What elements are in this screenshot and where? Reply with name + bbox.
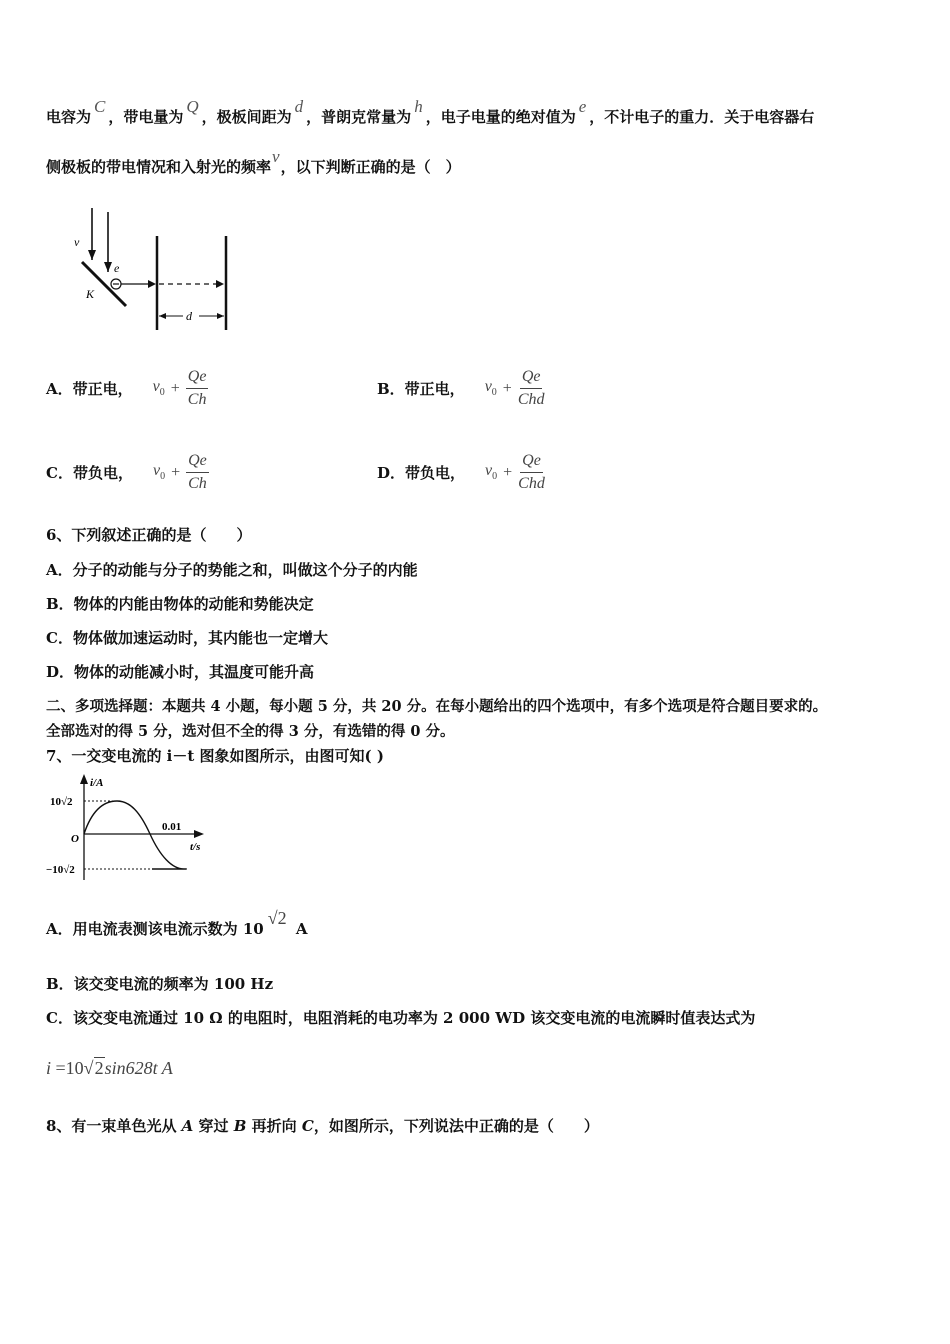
label-e: e [114,261,120,275]
q5-option-b-formula [485,366,545,411]
q5-text-6: ，不计电子的重力．关于电容器右 [589,108,815,126]
sine-curve-tail [150,834,158,869]
nu-zero: $\nu_0$ [152,378,165,399]
q7-formula [46,1058,173,1079]
tick-label: 0.01 [162,821,182,833]
q5-var-d: d [294,97,304,116]
q5-var-e: e [578,97,587,116]
q8-var-c: C [301,1117,314,1135]
trough-label: −10√2 [46,864,75,876]
q5-var-h: h [414,97,423,116]
y-axis-arrow [80,774,88,784]
label-d: d [186,309,192,323]
q5-text-4: ，普朗克常量为 [306,108,412,126]
nu-zero: $\nu_0$ [485,462,498,483]
q5-option-a[interactable] [46,366,208,411]
plus-sign: + [503,463,513,481]
plus-sign: + [171,463,181,481]
formula-radicand: 2 [94,1058,104,1078]
q6-stem: 6、下列叙述正确的是（ ） [46,526,252,544]
q7-option-a-post: A [290,920,308,938]
q6-option-b[interactable]: B．物体的内能由物体的动能和势能决定 [46,595,314,613]
light-ray-2-arrow [104,262,112,272]
q5-option-b[interactable] [377,366,545,411]
q5-capacitor-figure [44,200,254,340]
nu-zero: $\nu_0$ [152,462,166,483]
q7-option-a-sqrt: √2 [267,908,287,928]
q5-stem-line1 [46,97,815,127]
q5-text-2: ，带电量为 [108,108,184,126]
q5-option-d-label: D．带负电， [377,464,466,482]
q5-stem-line2 [46,147,461,177]
fraction: $\frac{Qe}{\text{Chd}}$ [518,452,545,492]
q5-var-q: Q [186,97,199,116]
q5-option-c[interactable] [46,450,209,495]
q5-option-d[interactable] [377,450,545,495]
fraction: $\frac{Qe}{Ch}$ [187,368,207,408]
q6-option-c[interactable]: C．物体做加速运动时，其内能也一定增大 [46,629,328,647]
label-k: K [86,287,95,301]
origin-label: O [71,833,79,845]
q5-text-5: ，电子电量的绝对值为 [425,108,576,126]
q6-option-a[interactable]: A．分子的动能与分子的势能之和，叫做这个分子的内能 [46,561,418,579]
formula-rhs: sin628t [104,1058,158,1078]
q6-option-d[interactable]: D．物体的动能减小时，其温度可能升高 [46,663,315,681]
q5-option-d-formula [485,450,545,495]
x-axis-label: t/s [190,841,201,853]
q7-option-c[interactable]: C．该交变电流通过 10 Ω 的电阻时，电阻消耗的电功率为 2 000 WD 该交变电流的电流瞬时值表达式为 [46,1009,756,1027]
x-axis-arrow [194,830,204,838]
q5-option-c-formula [153,450,209,495]
q5-option-c-label: C．带负电， [46,464,133,482]
fraction: $\frac{Qe}{Ch}$ [188,452,207,492]
formula-radical: √ [83,1058,94,1078]
light-ray-1-arrow [88,250,96,260]
q5-option-a-label: A．带正电， [46,380,133,398]
q8-text-4: ，如图所示，下列说法中正确的是（ ） [313,1117,599,1135]
q8-text-2: 穿过 [193,1117,234,1135]
fraction: $\frac{Qe}{\text{Chd}}$ [517,368,545,408]
formula-eq: =10 [51,1058,84,1078]
sine-curve [84,801,186,869]
q5-var-nu: ν [272,147,280,166]
q5-var-c: C [94,97,106,116]
plus-sign: + [502,379,512,397]
q5-text-7: 侧极板的带电情况和入射光的频率 [46,158,272,176]
q5-option-a-formula [153,366,209,411]
dimension-arrow-left [159,313,166,319]
section2-line2: 全部选对的得 5 分，选对但不全的得 3 分，有选错的得 0 分。 [46,723,455,740]
q5-text-8: ，以下判断正确的是（ ） [280,158,461,176]
q8-stem [46,1115,599,1136]
q8-text-3: 再折向 [246,1117,302,1135]
formula-lhs: i [46,1058,52,1078]
section2-line1: 二、多项选择题：本题共 4 小题，每小题 5 分，共 20 分。在每小题给出的四个选项中，有多个选项是符合题目要求的。 [46,698,828,715]
q8-var-a: A [181,1117,194,1135]
q5-text-1: 电容为 [46,108,92,126]
dashed-path-arrow [216,280,224,288]
plus-sign: + [170,379,180,397]
q7-option-b[interactable]: B．该交变电流的频率为 100 Hz [46,975,274,993]
q8-text-1: 8、有一束单色光从 [46,1117,182,1135]
electron-path-arrow [148,280,156,288]
q5-option-b-label: B．带正电， [377,380,465,398]
y-axis-label: i/A [90,777,104,789]
formula-unit: A [157,1058,173,1078]
q7-current-graph [44,772,214,884]
q5-text-3: ，极板间距为 [201,108,292,126]
label-v: v [74,235,80,249]
q7-stem: 7、一交变电流的 i－t 图象如图所示，由图可知( ) [46,747,384,765]
q8-var-b: B [233,1117,247,1135]
nu-zero: $\nu_0$ [484,378,497,399]
peak-label: 10√2 [50,796,73,808]
q7-option-a-pre: A．用电流表测该电流示数为 10 [46,920,264,938]
dimension-arrow-right [217,313,224,319]
q7-option-a[interactable] [46,908,308,939]
